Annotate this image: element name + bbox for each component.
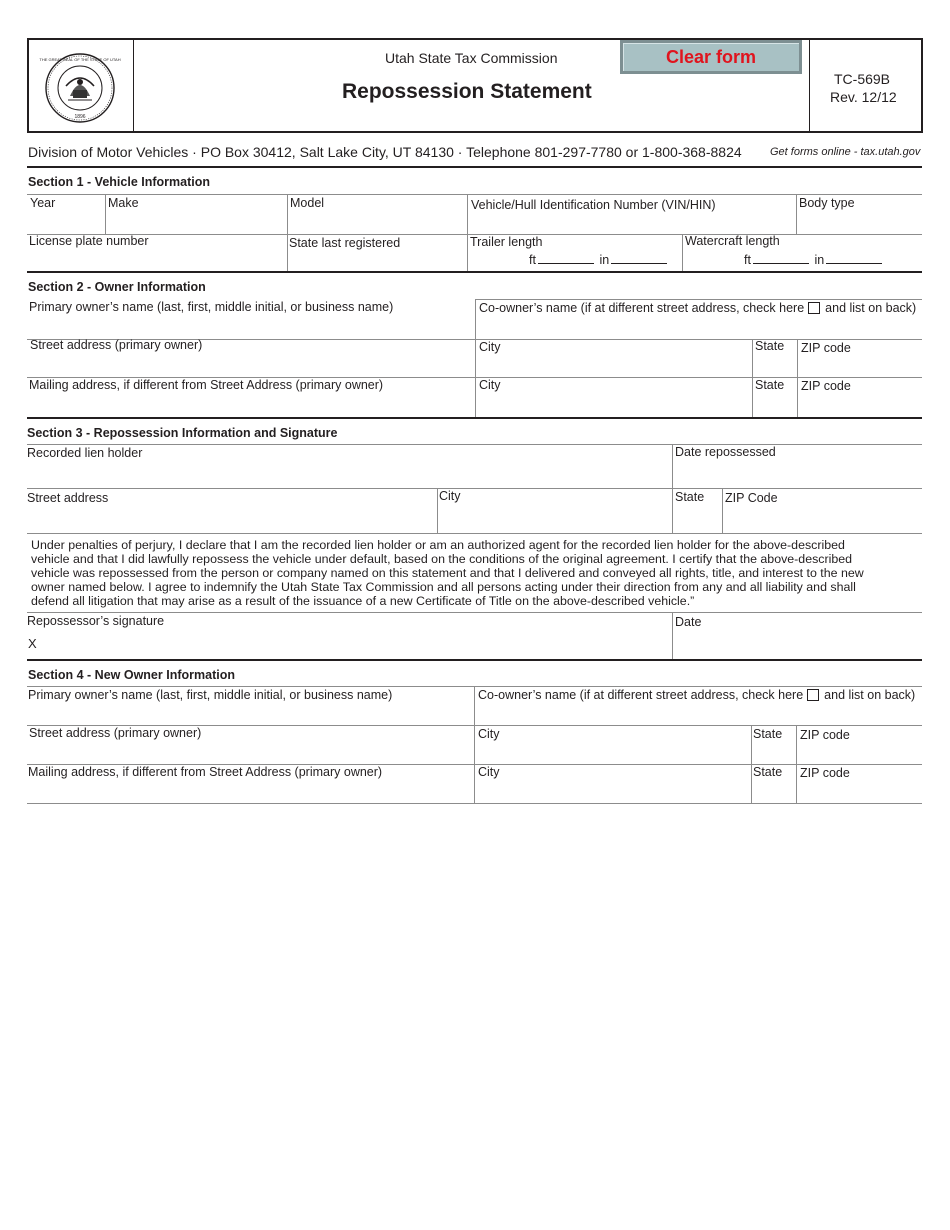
section2-title: Section 2 - Owner Information [28, 280, 206, 294]
seal-text: THE GREAT SEAL OF THE STATE OF UTAH [39, 57, 121, 62]
forms-online-note: Get forms online - tax.utah.gov [770, 146, 921, 158]
declaration-line: defend all litigation that may arise as a result of the issuance of a new Certificate of Title on the above-described vehicle.” [31, 594, 695, 608]
trailer-length-inputs [529, 253, 667, 267]
s4-coowner-text: Co-owner’s name (if at different street address, check here [478, 688, 804, 702]
year-label: Year [30, 196, 56, 210]
s3-state-field[interactable] [673, 507, 721, 531]
s2-city-field[interactable] [476, 354, 751, 376]
vin-field[interactable] [468, 212, 795, 232]
s2-mailing-city-field[interactable] [476, 393, 751, 415]
watercraft-ft-field[interactable] [753, 254, 809, 264]
s2-mailing-state-field[interactable] [753, 393, 796, 415]
s3-zip-field[interactable] [723, 507, 921, 531]
body-type-label: Body type [799, 196, 855, 210]
header-divider-right [809, 38, 810, 133]
s2-mailing-label: Mailing address, if different from Street Address (primary owner) [29, 378, 384, 392]
state-registered-field[interactable] [288, 251, 466, 270]
s4-city-label: City [478, 727, 500, 741]
s4-coowner-label [478, 688, 915, 702]
s3-city-label: City [439, 489, 461, 503]
signature-date-label: Date [675, 615, 702, 629]
s4-zip-label: ZIP code [800, 728, 850, 742]
s4-mailing-label: Mailing address, if different from Street Address (primary owner) [28, 765, 383, 779]
signature-date-field[interactable] [673, 632, 921, 656]
s2-mailing-city-label: City [479, 378, 501, 392]
page-title: Repossession Statement [342, 80, 592, 103]
year-field[interactable] [28, 210, 104, 232]
section1-top-rule [27, 166, 922, 168]
trailer-ft-unit: ft [529, 253, 536, 267]
section3-title: Section 3 - Repossession Information and Signature [27, 426, 338, 440]
s4-state-field[interactable] [752, 742, 795, 763]
section2-top-rule [27, 271, 922, 273]
declaration-line: owner named below. I agree to indemnify the Utah State Tax Commission and all persons acting under their direction from any and all liability and shall [31, 580, 856, 594]
s4-mailing-state-field[interactable] [752, 780, 795, 802]
s2-street-label: Street address (primary owner) [30, 338, 203, 352]
body-type-field[interactable] [797, 210, 921, 232]
s4-state-label: State [753, 727, 783, 741]
declaration-line: Under penalties of perjury, I declare that I am the recorded lien holder or am an authorized agent for the recorded lien holder for the above-described [31, 538, 845, 552]
s3-row2-top [27, 488, 922, 489]
s2-coowner-text: Co-owner’s name (if at different street address, check here [479, 301, 805, 315]
s2-row1-top [475, 299, 922, 300]
section3-top-rule [27, 417, 922, 419]
section1-row1-top [27, 194, 922, 195]
s4-mailing-state-label: State [753, 765, 783, 779]
s3-signature-top [27, 612, 922, 613]
model-label: Model [290, 196, 325, 210]
s2-primary-name-field[interactable] [28, 316, 474, 338]
license-plate-field[interactable] [28, 249, 286, 270]
s2-coowner-field[interactable] [476, 316, 921, 338]
s3-zip-label: ZIP Code [725, 491, 778, 505]
make-label: Make [108, 196, 139, 210]
license-plate-label: License plate number [29, 234, 149, 248]
s3-street-field[interactable] [28, 507, 436, 531]
lien-holder-field[interactable] [28, 462, 671, 486]
s3-row1-top [27, 444, 922, 445]
s2-coowner-label [479, 301, 916, 315]
trailer-in-field[interactable] [611, 254, 667, 264]
date-repossessed-field[interactable] [673, 462, 921, 486]
s4-mailing-zip-label: ZIP code [800, 766, 850, 780]
signature-field[interactable] [42, 632, 670, 656]
s2-mailing-zip-field[interactable] [798, 393, 921, 415]
declaration-line: vehicle was repossessed from the person or company named on this statement and that I delivered and conveyed all rights, title, and interest to the new [31, 566, 864, 580]
section4-title: Section 4 - New Owner Information [28, 668, 235, 682]
s2-mailing-zip-label: ZIP code [801, 379, 851, 393]
declaration-line: vehicle and that I did lawfully repossess the vehicle under default, based on the conditions of the original agreement. I certify that the above-described [31, 552, 853, 566]
s4-mailing-field[interactable] [28, 780, 473, 802]
s3-state-label: State [675, 490, 705, 504]
lien-holder-label: Recorded lien holder [27, 446, 143, 460]
s4-bottom [27, 803, 922, 804]
header-divider-left [133, 38, 134, 133]
s2-primary-name-label: Primary owner’s name (last, first, middle initial, or business name) [29, 300, 394, 314]
s4-primary-name-label: Primary owner’s name (last, first, middle initial, or business name) [28, 688, 393, 702]
agency-name: Utah State Tax Commission [385, 50, 558, 66]
watercraft-in-unit: in [814, 253, 825, 267]
section1-title: Section 1 - Vehicle Information [28, 175, 210, 189]
s4-coowner-suffix: and list on back) [824, 688, 916, 702]
s4-mailing-city-field[interactable] [475, 780, 750, 802]
watercraft-length-inputs [744, 253, 882, 267]
section4-top-rule [27, 659, 922, 661]
s2-street-field[interactable] [28, 354, 474, 376]
make-field[interactable] [106, 210, 286, 232]
s4-mailing-city-label: City [478, 765, 500, 779]
s4-mailing-zip-field[interactable] [797, 781, 921, 802]
signature-x-mark: X [28, 636, 37, 651]
s2-zip-label: ZIP code [801, 341, 851, 355]
s4-zip-field[interactable] [797, 743, 921, 763]
s4-coowner-field[interactable] [475, 703, 921, 724]
signature-label: Repossessor’s signature [27, 614, 165, 628]
utah-state-seal [39, 52, 121, 124]
form-number: TC-569B [834, 71, 891, 87]
watercraft-length-label: Watercraft length [685, 234, 780, 248]
form-revision: Rev. 12/12 [830, 89, 897, 105]
s2-state-label: State [755, 339, 785, 353]
s2-state-field[interactable] [753, 354, 796, 376]
perjury-declaration [31, 538, 919, 608]
s2-mailing-state-label: State [755, 378, 785, 392]
s4-street-field[interactable] [28, 742, 473, 763]
watercraft-in-field[interactable] [826, 254, 882, 264]
s2-mailing-field[interactable] [28, 393, 474, 415]
s4-primary-name-field[interactable] [28, 703, 473, 724]
watercraft-ft-unit: ft [744, 253, 751, 267]
contact-line: Division of Motor Vehicles · PO Box 30412, Salt Lake City, UT 84130 · Telephone 801-297-7780 or 1-800-368-8824 [28, 144, 742, 160]
seal-year: 1896 [74, 114, 86, 120]
s2-coowner-suffix: and list on back) [825, 301, 917, 315]
date-repossessed-label: Date repossessed [675, 445, 776, 459]
state-registered-label: State last registered [289, 236, 401, 250]
s4-city-field[interactable] [475, 742, 750, 763]
vin-label: Vehicle/Hull Identification Number (VIN/HIN) [471, 198, 716, 212]
s2-city-label: City [479, 340, 501, 354]
s4-street-label: Street address (primary owner) [29, 726, 202, 740]
trailer-length-label: Trailer length [470, 235, 543, 249]
s3-row3-top [27, 533, 922, 534]
clear-form-button[interactable]: Clear form [620, 40, 802, 74]
s3-city-field[interactable] [438, 507, 671, 531]
s1-div-watercraft [682, 234, 683, 271]
trailer-in-unit: in [599, 253, 610, 267]
trailer-ft-field[interactable] [538, 254, 594, 264]
model-field[interactable] [288, 210, 466, 232]
s2-zip-field[interactable] [798, 356, 921, 376]
s2-coowner-checkbox[interactable] [808, 302, 820, 314]
s3-street-label: Street address [27, 491, 109, 505]
s1-div-vin [467, 194, 468, 271]
s4-coowner-checkbox[interactable] [807, 689, 819, 701]
